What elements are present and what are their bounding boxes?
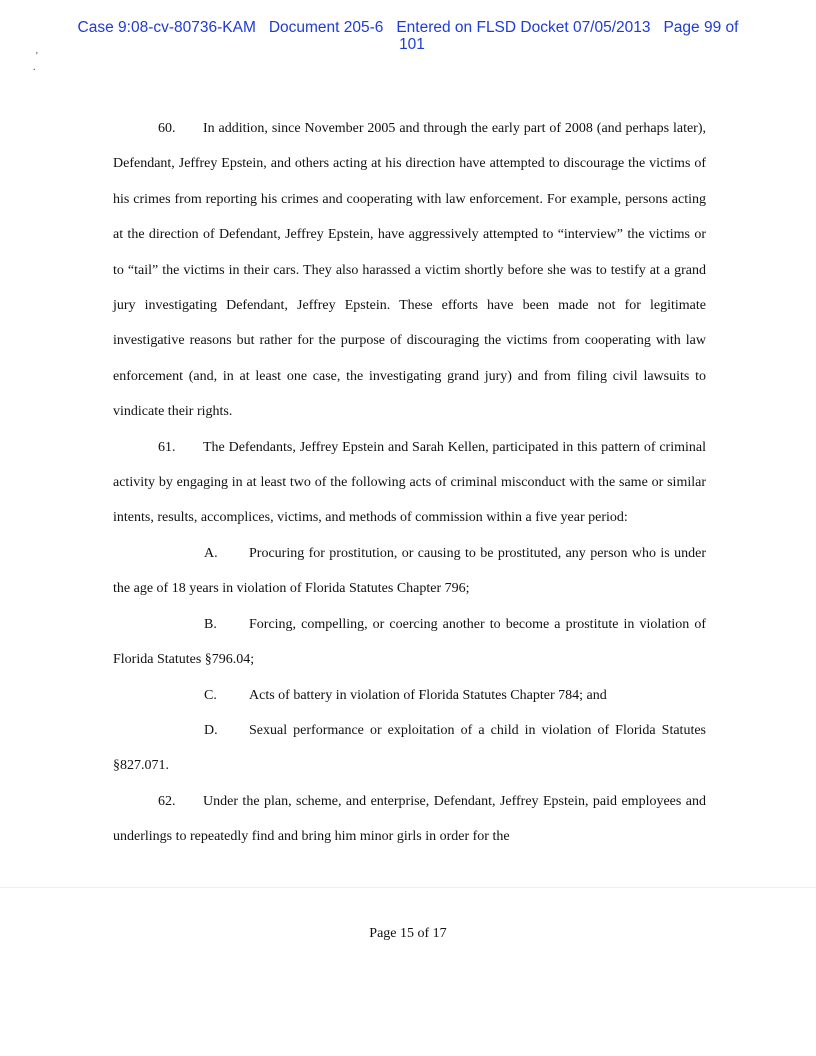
document-body — [113, 111, 706, 855]
list-item-letter: A. — [204, 545, 218, 561]
docket-entered-date: Entered on FLSD Docket 07/05/2013 — [396, 19, 651, 36]
paragraph-text: Under the plan, scheme, and enterprise, Defendant, Jeffrey Epstein, paid employees and underlings to repeatedly find and bring him minor girls in order for the — [113, 793, 706, 845]
page-footer — [0, 926, 816, 942]
paragraph-text: In addition, since November 2005 and through the early part of 2008 (and perhaps later), Defendant, Jeffrey Epstein, and others acting at his direction have attempted to discourage the victims of his crimes from reporting his crimes and cooperating with law enforcement. For example, persons acting at the direction of Defendant, Jeffrey Epstein, have aggressively attempted to “interview” the victims or to “tail” the victims in their cars. They also harassed a victim shortly before she was to testify at a grand jury investigating Defendant, Jeffrey Epstein. These efforts have been made not for legitimate investigative reasons but rather for the purpose of discouraging the victims from cooperating with law enforcement (and, in at least one case, the investigating grand jury) and from filing civil lawsuits to vindicate their rights. — [113, 121, 706, 420]
paragraph-number: 61. — [158, 439, 176, 455]
list-item-letter: C. — [204, 687, 217, 703]
list-item-letter: B. — [204, 616, 217, 632]
paragraph-number: 62. — [158, 793, 176, 809]
paragraph-number: 60. — [158, 121, 176, 136]
paragraph-text: The Defendants, Jeffrey Epstein and Sarah Kellen, participated in this pattern of criminal activity by engaging in at least two of the following acts of criminal misconduct with the same or similar intents, results, accomplices, victims, and methods of commission within a five year period: — [113, 439, 706, 526]
paragraph-61 — [113, 430, 706, 536]
list-item-text: Forcing, compelling, or coercing another to become a prostitute in violation of Florida Statutes §796.04; — [113, 616, 706, 668]
docket-page-prefix: Page 99 of — [663, 19, 739, 36]
paragraph-60 — [113, 111, 706, 430]
scan-edge-line — [0, 887, 816, 888]
list-item-b — [113, 607, 706, 678]
list-item-d — [113, 713, 706, 784]
list-item-letter: D. — [204, 722, 218, 738]
scan-speck: ' — [36, 51, 38, 62]
paragraph-62 — [113, 784, 706, 855]
list-item-c — [113, 678, 706, 713]
scan-speck: . — [33, 62, 36, 73]
list-item-text: Acts of battery in violation of Florida Statutes Chapter 784; and — [249, 687, 607, 703]
list-item-text: Sexual performance or exploitation of a child in violation of Florida Statutes §827.071. — [113, 722, 706, 774]
list-item-a — [113, 536, 706, 607]
docket-stamp — [40, 19, 776, 53]
docket-document-number: Document 205-6 — [268, 19, 384, 36]
docket-page-total: 101 — [399, 36, 425, 53]
docket-case-number: Case 9:08-cv-80736-KAM — [77, 19, 256, 36]
list-item-text: Procuring for prostitution, or causing to be prostituted, any person who is under the age of 18 years in violation of Florida Statutes Chapter 796; — [113, 545, 706, 597]
page-number-label: Page 15 of 17 — [369, 926, 447, 941]
